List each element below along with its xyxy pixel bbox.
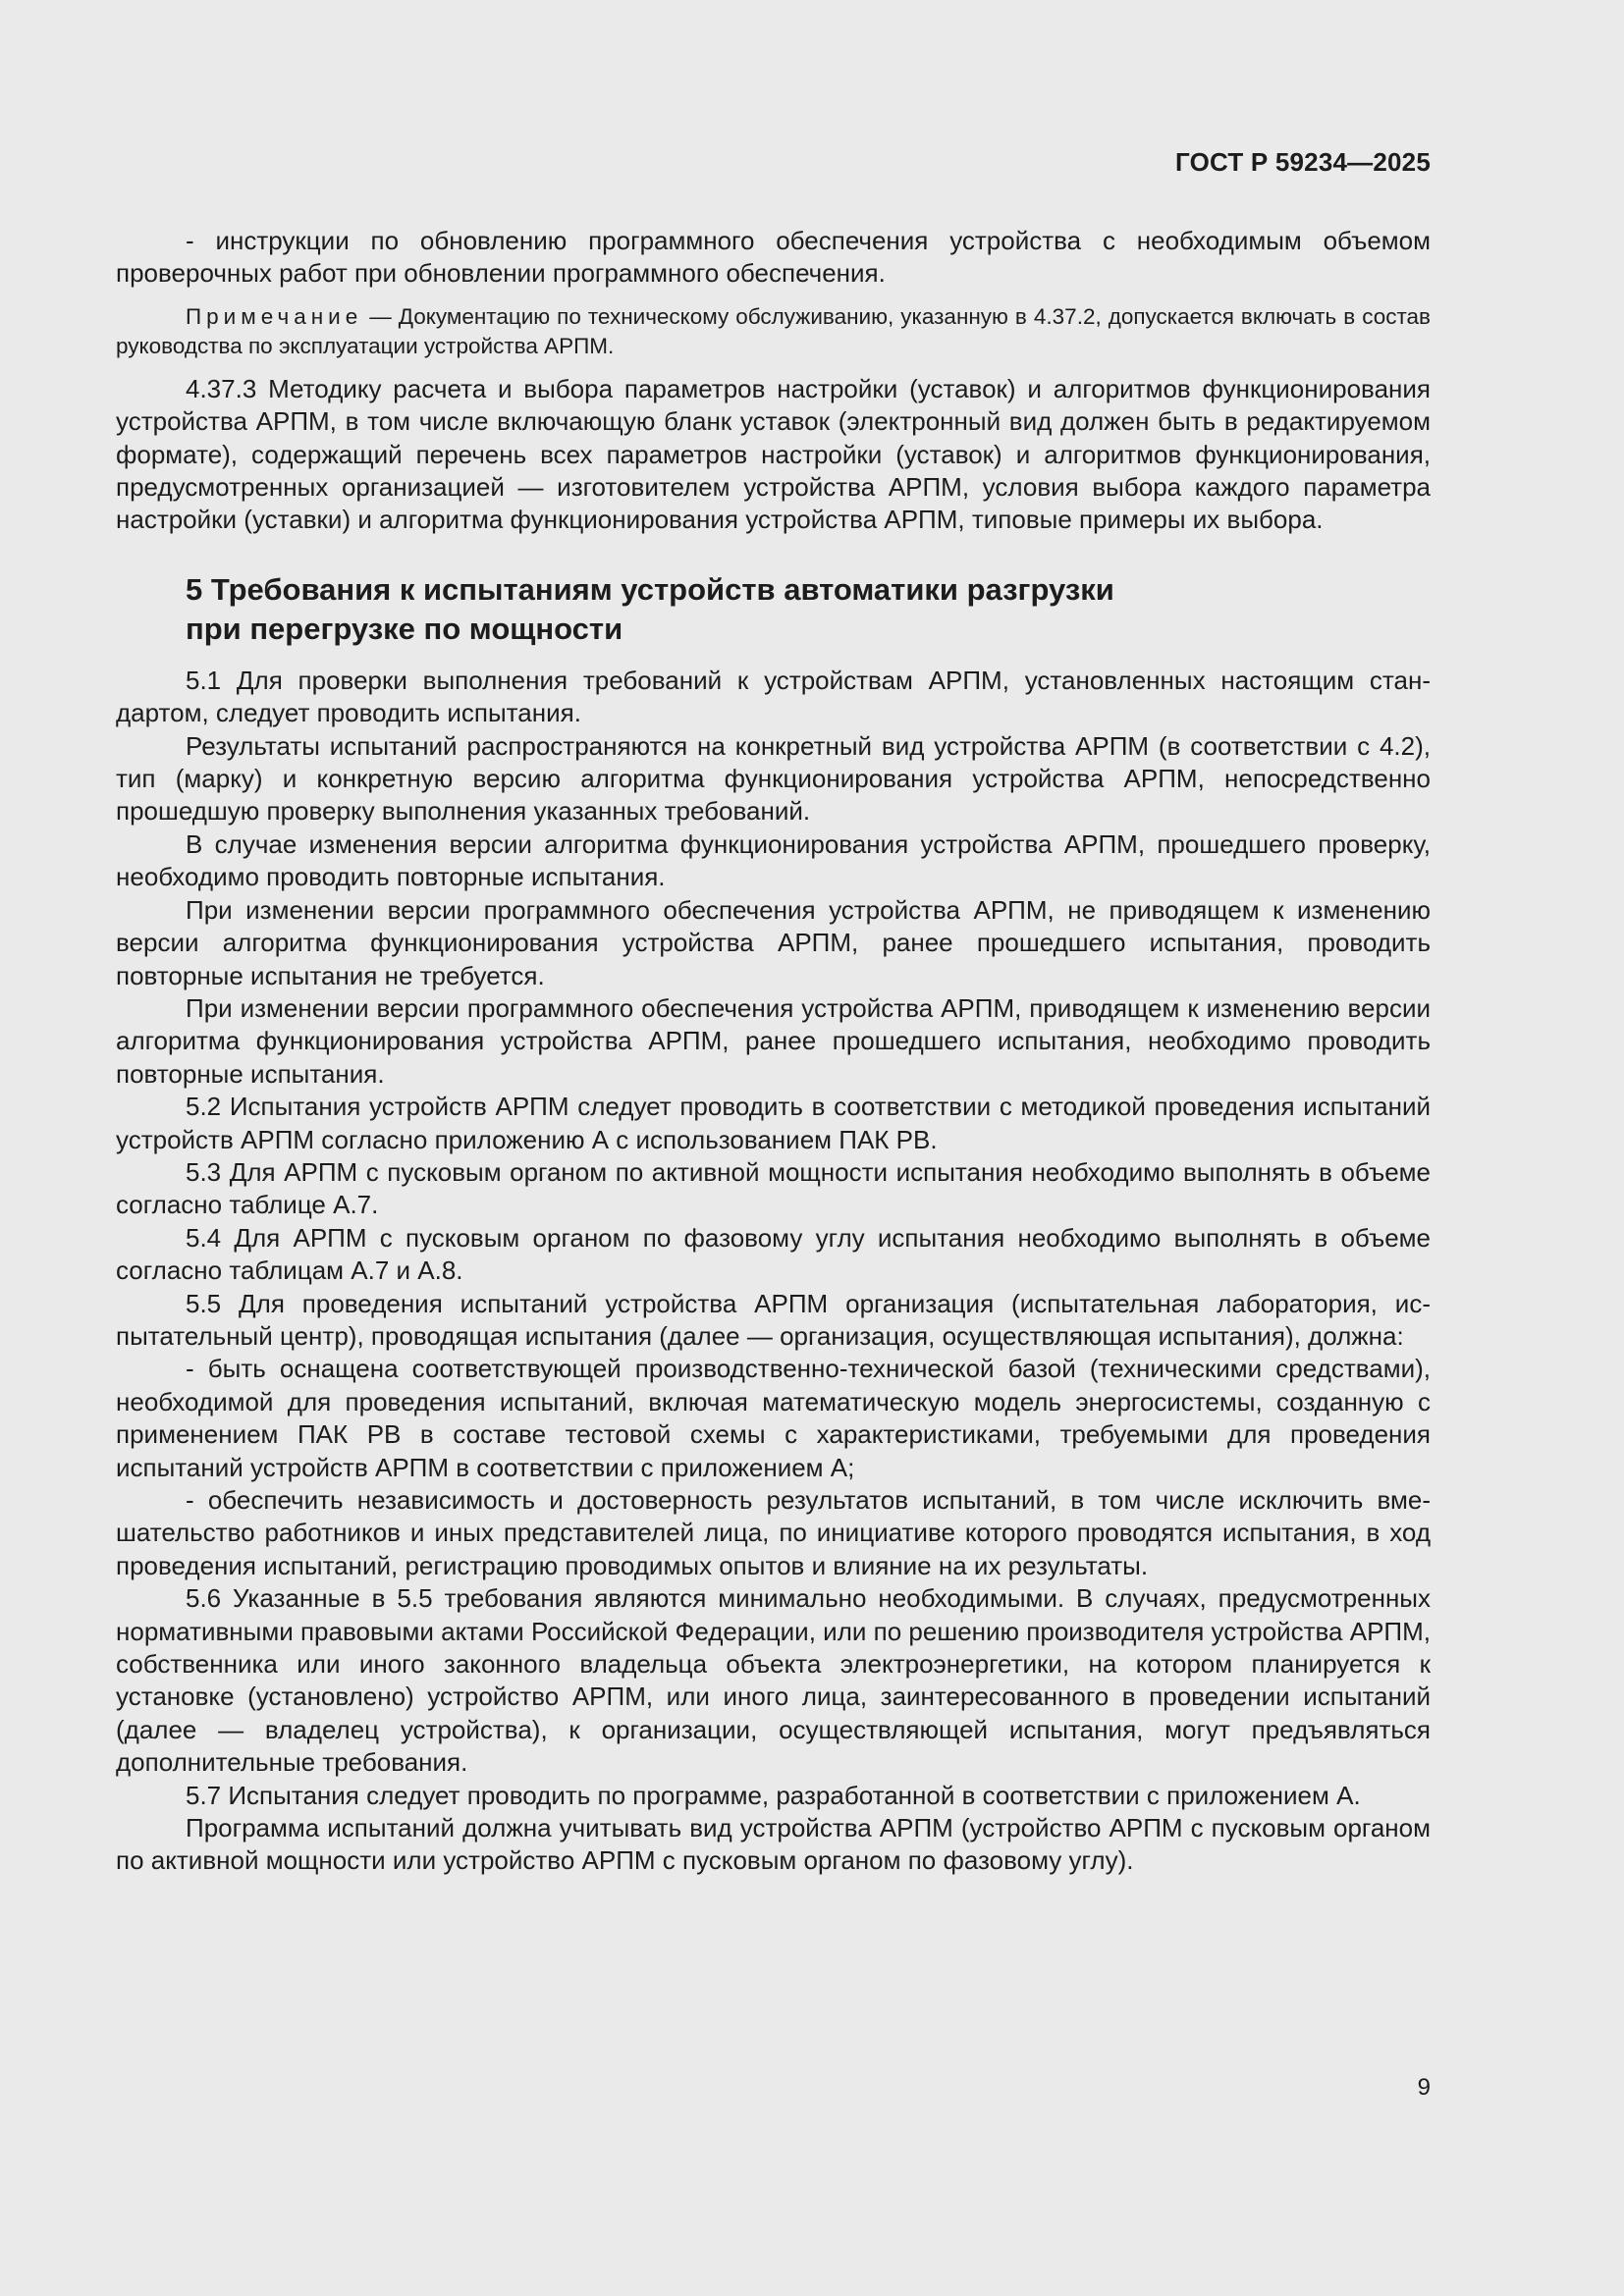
paragraph: Программа испытаний должна учитывать вид устройства АРПМ (устройство АРПМ с пусковым органом по активной мощности или устройство АРПМ с пусковым органом по фазовому углу). (116, 1813, 1431, 1876)
list-item: - обеспечить независимость и достоверность результатов испытаний, в том числе исключить вмешательство работников и иных представителей лица, по инициативе которого проводятся испытания, в ход проведения испытаний, регистрацию проводимых опытов и влияние на их результаты. (116, 1485, 1431, 1580)
paragraph: 5.3 Для АРПМ с пусковым органом по активной мощности испытания необходимо выполнять в объеме согласно таблице А.7. (116, 1156, 1431, 1220)
paragraph: Результаты испытаний распространяются на конкретный вид устройства АРПМ (в соответствии с 4.2), тип (марку) и конкретную версию алгоритма функционирования устройства АРПМ, непосредственно прошедшую проверку выполнения указанных требований. (116, 730, 1431, 827)
paragraph: 5.5 Для проведения испытаний устройства АРПМ организация (испытательная лаборатория, испытательный центр), проводящая испытания (далее — организация, осуществляющая испытания), должна: (116, 1288, 1431, 1351)
paragraph-4-37-3: 4.37.3 Методику расчета и выбора параметров настройки (уставок) и алгоритмов функционирования устройства АРПМ, в том числе включающую бланк уставок (электронный вид должен быть в редактируемом формате), содержащий перечень всех параметров настройки (уставок) и алгоритмов функционирования, предусмотренных организацией — изготовителем устройства АРПМ, условия выбора каждого параметра настройки (уставки) и алгоритма функционирования устройства АРПМ, типовые примеры их выбора. (116, 373, 1431, 535)
section-heading-line2: при перегрузке по мощности (186, 611, 623, 646)
section-heading (186, 570, 1431, 649)
paragraph: 5.7 Испытания следует проводить по программе, разработанной в соответствии с приложением А. (186, 1780, 1361, 1810)
document-header: ГОСТ Р 59234—2025 (1175, 147, 1431, 177)
paragraph: 5.2 Испытания устройств АРПМ следует проводить в соответствии с методикой проведения испытаний устройств АРПМ согласно приложению А с использованием ПАК РВ. (116, 1092, 1431, 1154)
note (116, 302, 1431, 361)
note-label: Примечание (186, 303, 363, 329)
paragraph: В случае изменения версии алгоритма функционирования устройства АРПМ, прошедшего проверку, необходимо проводить повторные испытания. (116, 828, 1431, 892)
list-item-instructions: - инструкции по обновлению программного обеспечения устройства с необходимым объемом проверочных работ при обновлении программного обеспечения. (116, 226, 1431, 289)
document-page (116, 0, 1431, 2296)
paragraph: При изменении версии программного обеспечения устройства АРПМ, не приводящем к изменению версии алгоритма функционирования устройства АРПМ, ранее прошедшего испытания, проводить повторные испытания не требуется. (116, 894, 1431, 990)
list-item: - быть оснащена соответствующей производственно-технической базой (техническими средствами), необходимой для проведения испытаний, включая математическую модель энергосистемы, созданную с применением ПАК РВ в составе тестовой схемы с характеристиками, требуемыми для проведения испытаний устройств АРПМ в соответствии с приложением А; (116, 1354, 1431, 1482)
paragraph: 5.1 Для проверки выполнения требований к устройствам АРПМ, установленных настоящим стандартом, следует проводить испытания. (116, 665, 1431, 728)
paragraph: 5.6 Указанные в 5.5 требования являются минимально необходимыми. В случаях, предусмотренных нормативными правовыми актами Российской Федерации, или по решению производителя устройства АРПМ, собственника или иного законного владельца объекта электроэнергетики, на котором планируется к установке (установлено) устройство АРПМ, или иного лица, заинтересованного в проведении испытаний (далее — владелец устройства), к организации, осуществляющей испытания, могут предъявляться дополнительные требования. (116, 1583, 1431, 1778)
paragraph: 5.4 Для АРПМ с пусковым органом по фазовому углу испытания необходимо выполнять в объеме согласно таблицам А.7 и А.8. (116, 1222, 1431, 1286)
note-text: — Документацию по техническому обслуживанию, указанную в 4.37.2, допускается включать в состав руководства по эксплуатации устройства АРПМ. (116, 303, 1431, 358)
paragraph: При изменении версии программного обеспечения устройства АРПМ, приводящем к изменению версии алгоритма функционирования устройства АРПМ, ранее прошедшего испытания, необходимо проводить повторные испытания. (116, 992, 1431, 1089)
document-body (116, 225, 1431, 1878)
section-heading-line1: 5 Требования к испытаниям устройств автоматики разгрузки (186, 571, 1114, 607)
page-number: 9 (1417, 2074, 1431, 2101)
